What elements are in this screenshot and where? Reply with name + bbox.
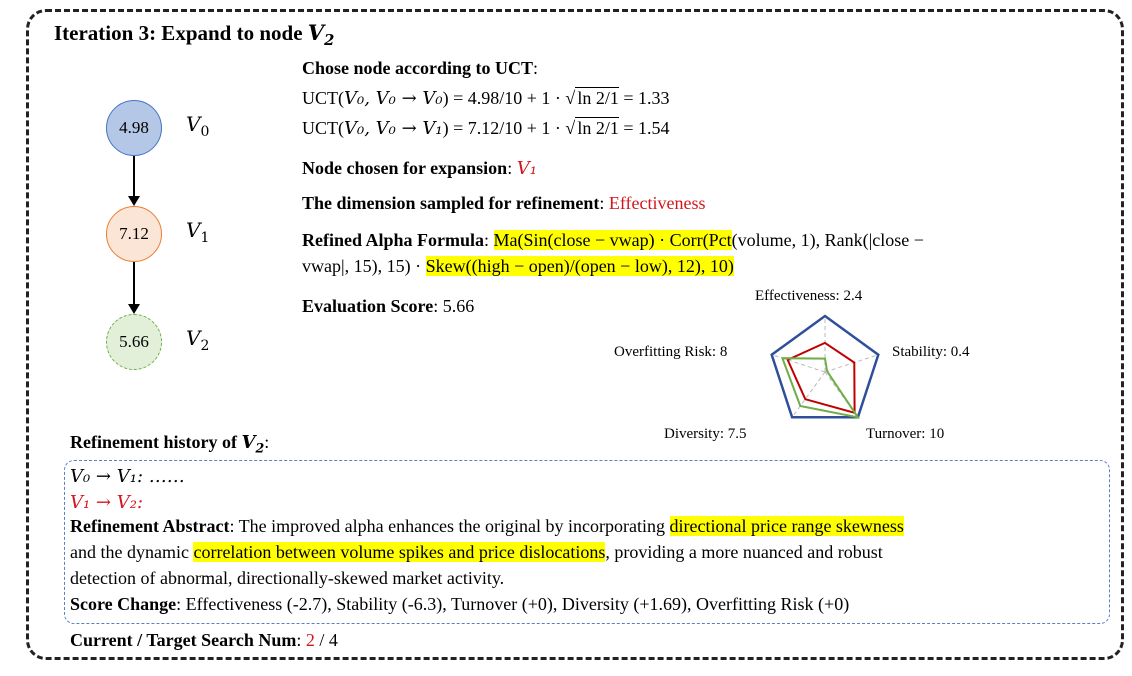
radar-label-stability: Stability: 0.4 — [892, 344, 970, 360]
radar-label-turnover: Turnover: 10 — [866, 426, 945, 442]
radar-label-overfitting: Overfitting Risk: 8 — [614, 344, 728, 360]
refinement-abstract-line-3: detection of abnormal, directionally-skewed market activity. — [70, 568, 505, 588]
refinement-abstract: Refinement Abstract: The improved alpha enhances the original by incorporating directional price range skewness — [70, 516, 904, 536]
history-title: Refinement history of $V_2$: — [70, 432, 270, 456]
formula-line-1: Refined Alpha Formula: Ma(Sin(close − vwap) · Corr(Pct(volume, 1), Rank(|close − — [302, 230, 924, 250]
history-entry-2: V₁ → V₂: — [70, 492, 144, 513]
node-v2[interactable]: 5.66 — [106, 314, 162, 370]
uct-line-1: UCT(V₀, V₀ → V₀) = 4.98/10 + 1 · √ ln 2/1 = 1.33 — [302, 88, 670, 109]
radar-label-effectiveness: Effectiveness: 2.4 — [755, 288, 863, 304]
node-v1[interactable]: 7.12 — [106, 206, 162, 262]
node-v1-label: $V_1$ — [186, 218, 210, 246]
evaluation-score: Evaluation Score: 5.66 — [302, 296, 475, 316]
formula-line-2: vwap|, 15), 15) · Skew((high − open)/(open − low), 12), 10) — [302, 256, 734, 276]
iteration-title: Iteration 3: Expand to node $V_2$ — [54, 20, 335, 50]
edge-v1-v2 — [133, 262, 135, 312]
radar-label-diversity: Diversity: 7.5 — [664, 426, 747, 442]
score-change: Score Change: Effectiveness (-2.7), Stability (-6.3), Turnover (+0), Diversity (+1.69), Overfitting Risk (+0) — [70, 594, 850, 614]
search-num: Current / Target Search Num: 2 / 4 — [70, 630, 338, 650]
node-v0[interactable]: 4.98 — [106, 100, 162, 156]
edge-v0-v1 — [133, 156, 135, 204]
refinement-abstract-line-2: and the dynamic correlation between volume spikes and price dislocations, providing a more nuanced and robust — [70, 542, 883, 562]
uct-line-2: UCT(V₀, V₀ → V₁) = 7.12/10 + 1 · √ ln 2/1 = 1.54 — [302, 118, 670, 139]
radar-red-polygon — [788, 343, 855, 413]
node-v0-label: $V_0$ — [186, 112, 210, 140]
uct-heading: Chose node according to UCT: — [302, 58, 539, 78]
radar-chart — [760, 310, 890, 430]
radar-axis-line — [825, 355, 878, 372]
node-v2-label: $V_2$ — [186, 326, 210, 354]
radar-outer-polygon — [772, 316, 879, 417]
node-chosen: Node chosen for expansion: V₁ — [302, 158, 537, 179]
radar-axis-line — [772, 355, 825, 372]
dimension-sampled: The dimension sampled for refinement: Effectiveness — [302, 193, 706, 213]
radar-green-polygon — [782, 358, 858, 417]
history-entry-1: V₀ → V₁: …… — [70, 466, 185, 487]
